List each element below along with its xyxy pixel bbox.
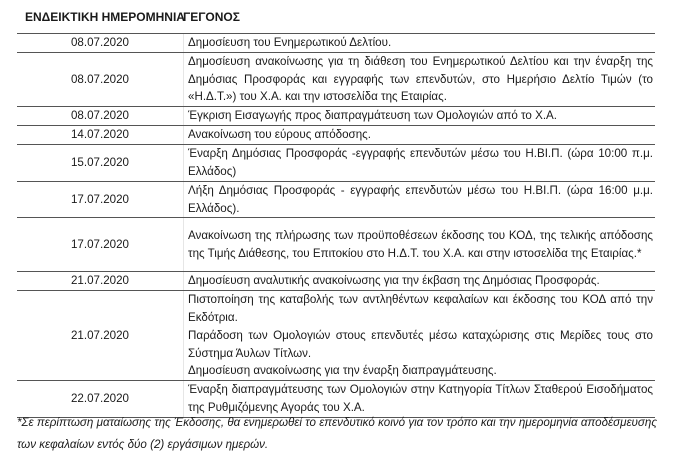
event-text: Δημοσίευση αναλυτικής ανακοίνωσης για την έκβαση της Δημόσιας Προσφοράς. <box>188 274 600 288</box>
table-row <box>17 218 655 272</box>
row-date: 14.07.2020 <box>17 125 184 144</box>
event-text: Έγκριση Εισαγωγής προς διαπραγμάτευση των Ομολογιών από το Χ.Α. <box>188 109 558 123</box>
row-date: 21.07.2020 <box>17 291 184 381</box>
row-event <box>184 144 656 181</box>
row-date: 15.07.2020 <box>17 144 184 181</box>
event-text: Ανακοίνωση του εύρους απόδοσης. <box>188 127 371 141</box>
table-header <box>17 10 657 30</box>
row-date: 08.07.2020 <box>17 34 184 53</box>
table-row <box>17 291 655 381</box>
row-event <box>184 272 656 291</box>
row-event <box>184 125 656 144</box>
row-date: 17.07.2020 <box>17 181 184 218</box>
event-text: Έναρξη διαπραγμάτευσης των Ομολογιών στην Κατηγορία Τίτλων Σταθερού Εισοδήματος της Ρυθμιζόμενης Αγοράς του Χ.Α. <box>188 383 653 414</box>
table-row <box>17 52 655 106</box>
event-text: Πιστοποίηση της καταβολής των αντληθέντων κεφαλαίων και έκδοσης του ΚΟΔ από την Εκδότρια. <box>188 293 653 324</box>
row-event <box>184 34 656 53</box>
footnote: *Σε περίπτωση ματαίωσης της Έκδοσης, θα ενημερωθεί το επενδυτικό κοινό για τον τρόπο και την ημερομηνία αποδέσμευσης των κεφαλαίων εντός δύο (2) εργάσιμων ημερών. <box>17 416 657 451</box>
header-event: ΓΕΓΟΝΟΣ <box>183 10 240 24</box>
table-row <box>17 125 655 144</box>
row-event <box>184 107 656 126</box>
table-row <box>17 144 655 181</box>
row-date: 08.07.2020 <box>17 52 184 106</box>
row-event <box>184 291 656 381</box>
table-row <box>17 272 655 291</box>
event-text: Δημοσίευση ανακοίνωσης για τη διάθεση του Ενημερωτικού Δελτίου και την έναρξη της Δημόσιας Προσφοράς και εγγραφής των επενδυτών, στο Ημερήσιο Δελτίο Τιμών (το «Η.Δ.Τ.») του Χ.Α. και την ιστοσελίδα της Εταιρίας. <box>188 54 653 104</box>
event-text: Δημοσίευση ανακοίνωσης για την έναρξη διαπραγμάτευσης. <box>188 364 497 378</box>
row-event <box>184 52 656 106</box>
table-row <box>17 34 655 53</box>
event-text: Λήξη Δημόσιας Προσφοράς - εγγραφής επενδυτών μέσω του Η.ΒΙ.Π. (ώρα 16:00 μ.μ. Ελλάδος). <box>188 183 653 215</box>
header-date: ΕΝΔΕΙΚΤΙΚΗ ΗΜΕΡΟΜΗΝΙΑ <box>25 10 185 24</box>
event-text: Ανακοίνωση της πλήρωσης των προϋποθέσεων έκδοσης του ΚΟΔ, της τελικής απόδοσης της Τιμής Διάθεσης, του Επιτοκίου στο Η.Δ.Τ. του Χ.Α. και στην ιστοσελίδα της Εταιρίας.* <box>188 229 653 260</box>
table-row <box>17 181 655 218</box>
row-date: 22.07.2020 <box>17 381 184 418</box>
row-date: 21.07.2020 <box>17 272 184 291</box>
row-event <box>184 181 656 218</box>
row-date: 17.07.2020 <box>17 218 184 272</box>
table-row <box>17 107 655 126</box>
row-date: 08.07.2020 <box>17 107 184 126</box>
row-event <box>184 218 656 272</box>
event-text: Έναρξη Δημόσιας Προσφοράς -εγγραφής επενδυτών μέσω του Η.ΒΙ.Π. (ώρα 10:00 π.μ. Ελλάδος) <box>188 146 653 178</box>
schedule-table <box>17 33 655 418</box>
event-text: Δημοσίευση του Ενημερωτικού Δελτίου. <box>188 36 392 49</box>
event-text: Παράδοση των Ομολογιών στους επενδυτές μέσω καταχώρισης στις Μερίδες τους στο Σύστημα Άυλων Τίτλων. <box>188 328 653 360</box>
